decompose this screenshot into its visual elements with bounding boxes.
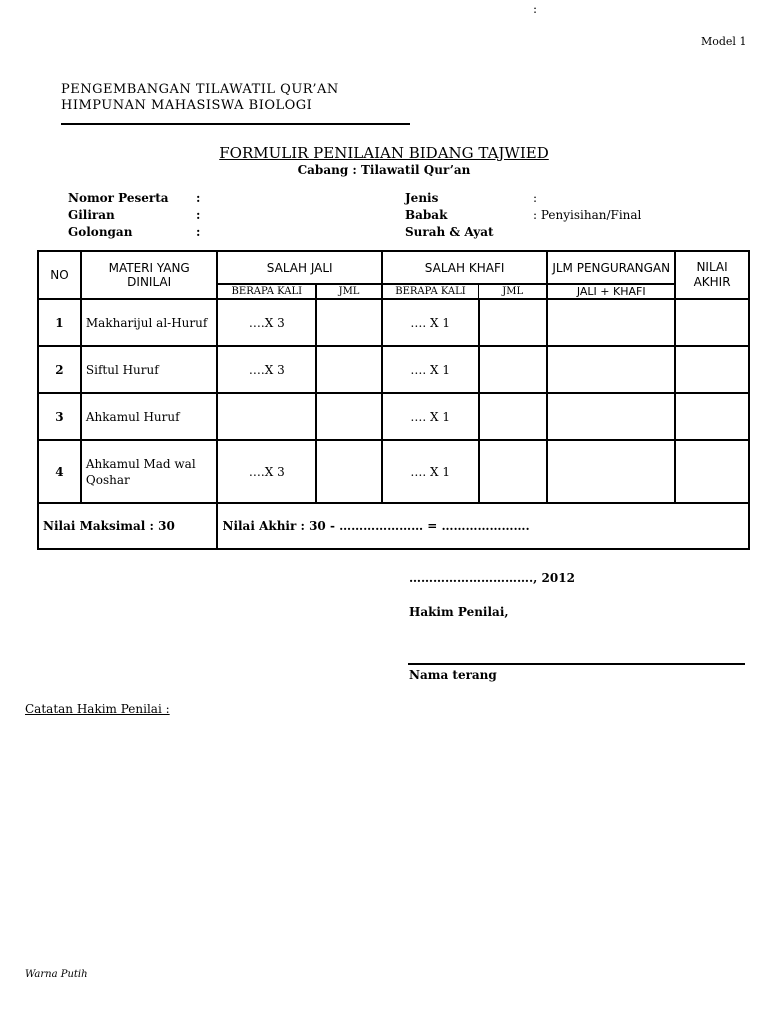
row-khafi-count: …. X 1 xyxy=(382,299,479,346)
header-divider xyxy=(61,123,410,125)
org-line-2: HIMPUNAN MAHASISWA BIOLOGI xyxy=(61,98,313,113)
row-khafi-count: …. X 1 xyxy=(382,440,479,503)
form-subtitle: Cabang : Tilawatil Qur’an xyxy=(297,163,471,177)
table-row xyxy=(38,440,749,503)
nama-terang-label: Nama terang xyxy=(409,668,497,682)
info-value-jenis: : xyxy=(533,191,538,205)
row-jali-jml[interactable] xyxy=(316,299,382,346)
signature-date: …………………………., 2012 xyxy=(409,571,575,585)
org-line-1: PENGEMBANGAN TILAWATIL QUR’AN xyxy=(61,82,339,97)
header-jlm-pengurangan: JLM PENGURANGAN xyxy=(547,251,675,284)
row-nilai[interactable] xyxy=(675,393,749,440)
row-jlm[interactable] xyxy=(547,393,675,440)
row-jali-count: ….X 3 xyxy=(217,440,316,503)
warna-putih-label: Warna Putih xyxy=(25,969,88,980)
row-khafi-jml[interactable] xyxy=(479,346,548,393)
row-jali-jml[interactable] xyxy=(316,393,382,440)
header-berapa-kali-jali: BERAPA KALI xyxy=(217,284,316,299)
info-sep-giliran: : xyxy=(196,208,201,222)
header-materi: MATERI YANG DINILAI xyxy=(81,251,218,299)
row-no: 2 xyxy=(38,346,81,393)
hakim-penilai-label: Hakim Penilai, xyxy=(409,605,509,619)
row-materi: Ahkamul Huruf xyxy=(81,393,218,440)
row-khafi-count: …. X 1 xyxy=(382,393,479,440)
row-jali-count: ….X 3 xyxy=(217,299,316,346)
info-sep-golongan: : xyxy=(196,225,201,239)
info-label-golongan: Golongan xyxy=(68,225,133,239)
row-khafi-count: …. X 1 xyxy=(382,346,479,393)
header-salah-khafi: SALAH KHAFI xyxy=(382,251,547,284)
row-materi: Ahkamul Mad wal Qoshar xyxy=(81,440,218,503)
catatan-hakim-label: Catatan Hakim Penilai : xyxy=(25,702,170,716)
row-jlm[interactable] xyxy=(547,299,675,346)
info-label-jenis: Jenis xyxy=(405,191,439,205)
info-label-babak: Babak xyxy=(405,208,448,222)
row-jali-jml[interactable] xyxy=(316,346,382,393)
nilai-maksimal: Nilai Maksimal : 30 xyxy=(38,503,217,549)
info-value-babak: : Penyisihan/Final xyxy=(533,208,642,222)
info-label-nomor-peserta: Nomor Peserta xyxy=(68,191,169,205)
row-jali-count xyxy=(217,393,316,440)
row-nilai[interactable] xyxy=(675,440,749,503)
signature-line xyxy=(408,663,745,665)
table-row xyxy=(38,299,749,346)
row-no: 4 xyxy=(38,440,81,503)
row-no: 3 xyxy=(38,393,81,440)
header-nilai-akhir: NILAI AKHIR xyxy=(675,251,749,299)
row-nilai[interactable] xyxy=(675,346,749,393)
assessment-table xyxy=(37,250,750,550)
info-label-surah-ayat: Surah & Ayat xyxy=(405,225,494,239)
header-berapa-kali-khafi: BERAPA KALI xyxy=(382,284,479,299)
model-label: Model 1 xyxy=(701,35,747,48)
row-materi: Makharijul al-Huruf xyxy=(81,299,218,346)
header-jml-jali: JML xyxy=(316,284,382,299)
header-jali-khafi: JALI + KHAFI xyxy=(547,284,675,299)
nilai-akhir-formula: Nilai Akhir : 30 - ………………… = …………………. xyxy=(217,503,749,549)
info-sep-nomor-peserta: : xyxy=(196,191,201,205)
table-row xyxy=(38,393,749,440)
header-no: NO xyxy=(38,251,81,299)
row-khafi-jml[interactable] xyxy=(479,393,548,440)
info-label-giliran: Giliran xyxy=(68,208,115,222)
top-mark: : xyxy=(533,2,538,16)
row-jlm[interactable] xyxy=(547,440,675,503)
header-jml-khafi: JML xyxy=(479,284,548,299)
row-khafi-jml[interactable] xyxy=(479,440,548,503)
table-row xyxy=(38,346,749,393)
row-khafi-jml[interactable] xyxy=(479,299,548,346)
row-materi: Siftul Huruf xyxy=(81,346,218,393)
row-jali-jml[interactable] xyxy=(316,440,382,503)
row-nilai[interactable] xyxy=(675,299,749,346)
header-salah-jali: SALAH JALI xyxy=(217,251,381,284)
row-no: 1 xyxy=(38,299,81,346)
row-jlm[interactable] xyxy=(547,346,675,393)
row-jali-count: ….X 3 xyxy=(217,346,316,393)
table-footer-row xyxy=(38,503,749,549)
form-title: FORMULIR PENILAIAN BIDANG TAJWIED xyxy=(219,144,549,162)
